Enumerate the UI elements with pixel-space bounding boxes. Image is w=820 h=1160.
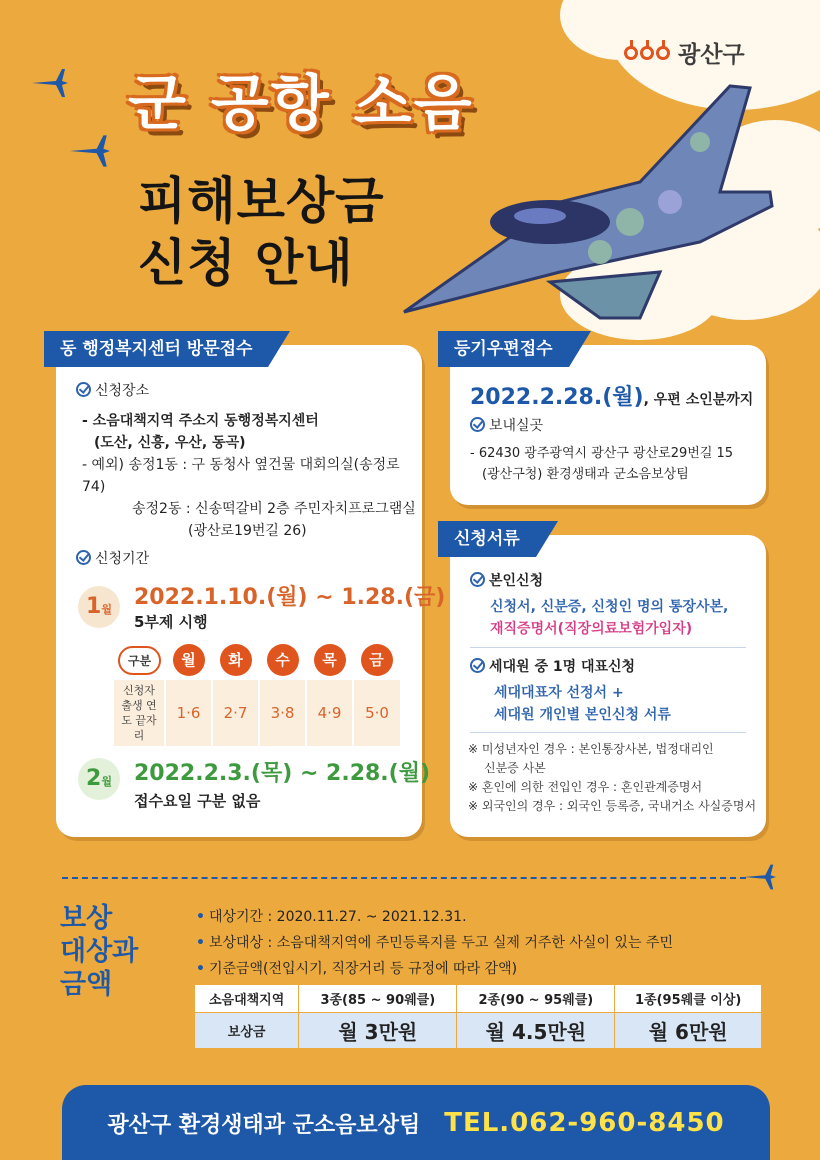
table-header: 1종(95웨클 이상)	[615, 985, 762, 1013]
table-cell: 월 3만원	[299, 1013, 457, 1049]
check-icon	[470, 417, 485, 432]
check-icon	[76, 550, 91, 565]
small-jet-icon	[742, 862, 778, 892]
compensation-items: • 대상기간 : 2020.11.27. ~ 2021.12.31. • 보상대상 : 소음대책지역에 주민등록지를 두고 실제 거주한 사실이 있는 주민 • 기준금액(전입시기, 직장거리 등 규정에 따라 감액)	[196, 909, 673, 977]
section-divider	[62, 877, 746, 879]
weekday: 화	[220, 644, 252, 676]
sub-title: 피해보상금 신청 안내	[138, 172, 385, 292]
month-1-badge: 1월	[78, 586, 120, 628]
weekday: 수	[267, 644, 299, 676]
weekday-table: 구분 월 화 수 목 금 신청자 출생 연도 끝자리 1·6 2·7 3·8 4·9 5·0	[114, 640, 400, 746]
month-2-note: 접수요일 구분 없음	[134, 792, 261, 810]
row-label: 신청자 출생 연도 끝자리	[114, 680, 165, 746]
department-name: 광산구 환경생태과 군소음보상팀	[107, 1112, 421, 1138]
compensation-title: 보상 대상과 금액	[60, 903, 139, 1000]
table-header: 소음대책지역	[195, 985, 299, 1013]
small-jet-icon	[30, 66, 70, 100]
docs-self: 본인신청 신청서, 신분증, 신청인 명의 통장사본, 재직증명서(직장의료보험가입자)	[470, 570, 760, 640]
digit-cell: 4·9	[306, 680, 353, 746]
table-header: 3종(85 ~ 90웨클)	[299, 985, 457, 1013]
gwangsan-logo	[624, 36, 745, 69]
check-icon	[470, 658, 485, 673]
month-1-date: 2022.1.10.(월) ~ 1.28.(금)	[134, 585, 446, 610]
compensation-table	[194, 984, 762, 1049]
table-header: 2종(90 ~ 95웨클)	[457, 985, 615, 1013]
period-label: 신청기간	[76, 548, 149, 570]
docs-divider	[470, 732, 746, 733]
weekday: 목	[314, 644, 346, 676]
docs-divider	[470, 647, 746, 648]
mail-tab: 등기우편접수	[438, 331, 569, 367]
logo-mark-icon	[624, 46, 670, 60]
phone-number[interactable]: TEL.062-960-8450	[444, 1108, 725, 1138]
month-2-badge: 2월	[78, 758, 120, 800]
month-1-note: 5부제 시행	[134, 613, 208, 631]
logo-text: 광산구	[678, 42, 745, 68]
docs-tab: 신청서류	[438, 521, 536, 557]
docs-rep: 세대원 중 1명 대표신청 세대대표자 선정서 + 세대원 개인별 본인신청 서류	[470, 656, 760, 726]
main-title: 군 공항 소음	[128, 69, 474, 139]
table-cell: 월 6만원	[615, 1013, 762, 1049]
digit-cell: 5·0	[353, 680, 400, 746]
month-2-date: 2022.2.3.(목) ~ 2.28.(월)	[134, 761, 431, 786]
place-section: 신청장소 - 소음대책지역 주소지 동행정복지센터 (도산, 신흥, 우산, 동곡) - 예외) 송정1동 : 구 동청사 옆건물 대회의실(송정로 74) 송정2동 : 신송떡갈비 2층 주민자치프로그램실 (광산로19번길 26)	[76, 380, 416, 542]
visit-tab: 동 행정복지센터 방문접수	[44, 331, 268, 367]
digit-cell: 1·6	[165, 680, 212, 746]
check-icon	[76, 382, 91, 397]
docs-notes: ※ 미성년자인 경우 : 본인통장사본, 법정대리인 신분증 사본 ※ 혼인에 의한 전입인 경우 : 혼인관계증명서 ※ 외국인의 경우 : 외국인 등록증, 국내거소 사실증명서	[468, 742, 757, 813]
weekday: 월	[173, 644, 205, 676]
small-jet-icon	[66, 132, 114, 170]
weekday: 금	[361, 644, 393, 676]
check-icon	[470, 572, 485, 587]
mail-deadline: 2022.2.28.(월), 우편 소인분까지	[470, 385, 754, 410]
table-cell: 월 4.5만원	[457, 1013, 615, 1049]
digit-cell: 3·8	[259, 680, 306, 746]
mail-address: 보내실곳 - 62430 광주광역시 광산구 광산로29번길 15 (광산구청) 환경생태과 군소음보상팀	[470, 418, 734, 482]
table-cell: 보상금	[195, 1013, 299, 1049]
digit-cell: 2·7	[212, 680, 259, 746]
contact-footer	[62, 1085, 770, 1160]
